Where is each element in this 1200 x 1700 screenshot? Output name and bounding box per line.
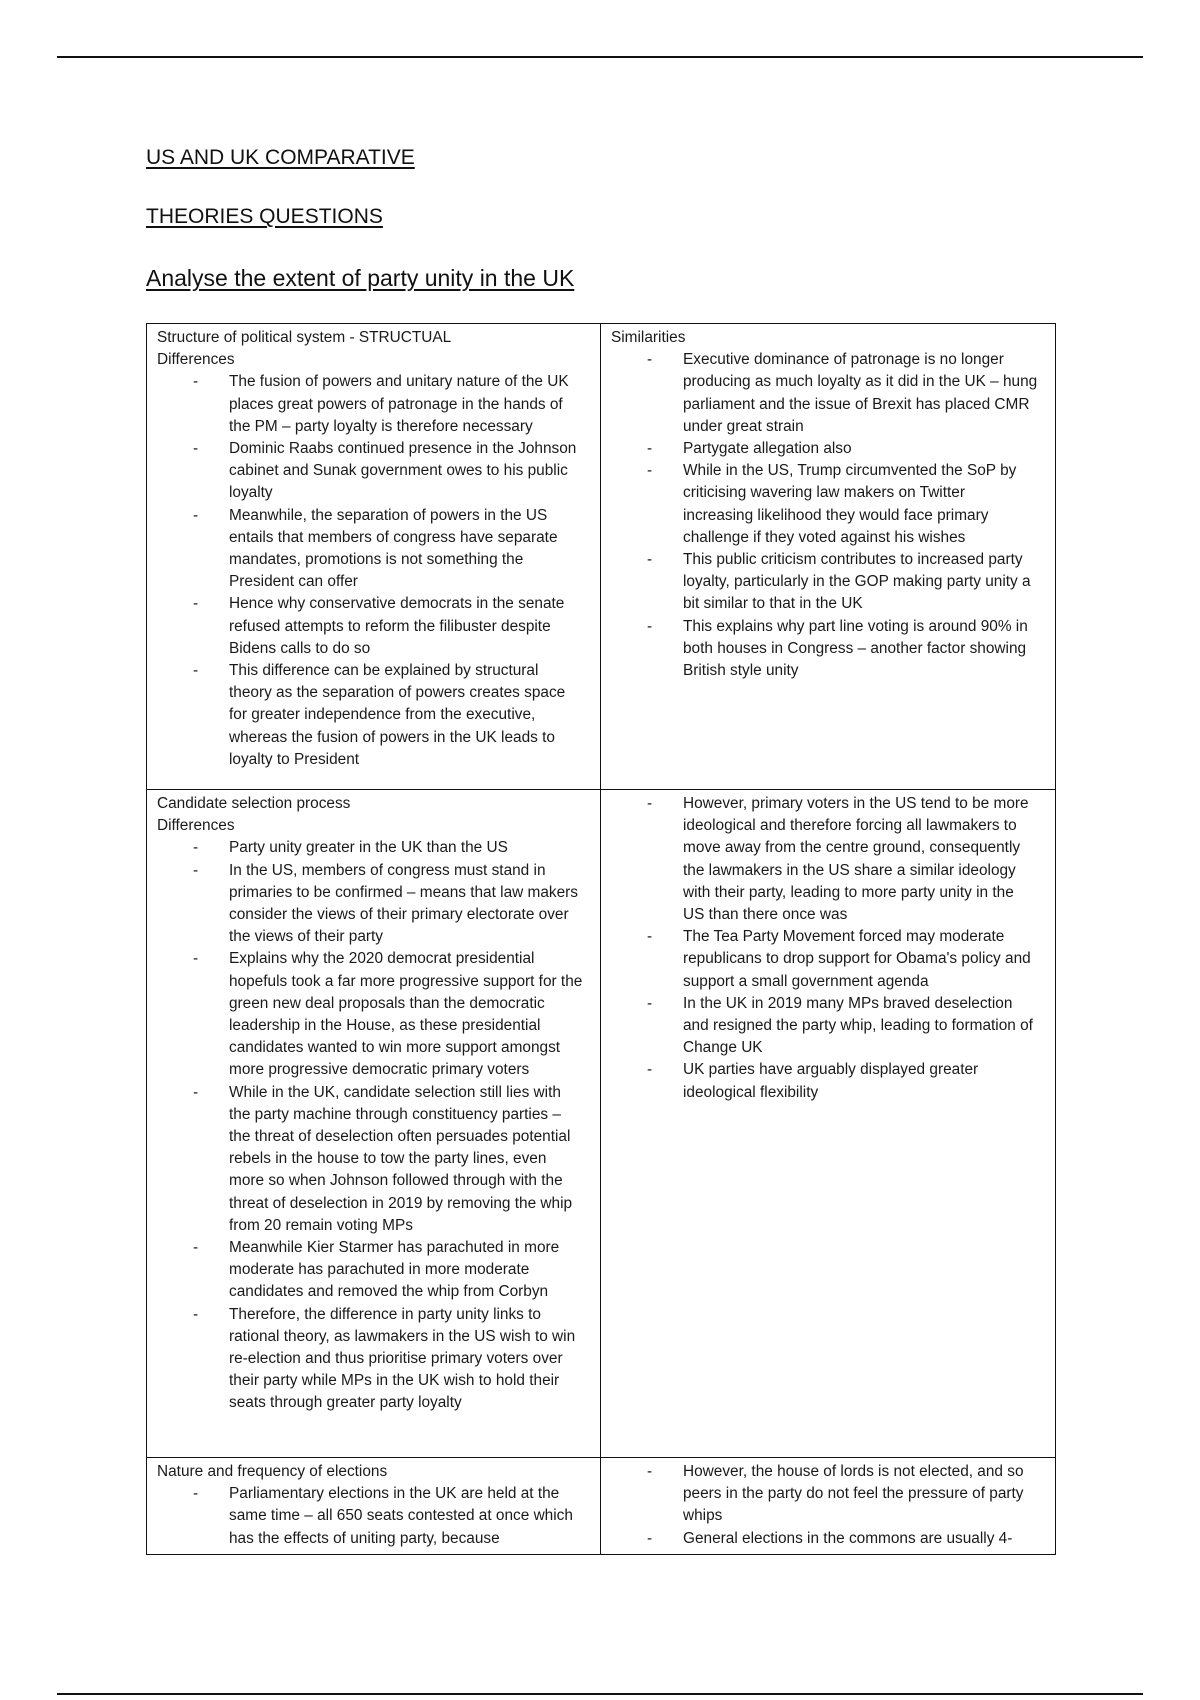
list-item: - Executive dominance of patronage is no longer producing as much loyalty as it did in the UK – hung parliament and the issue of Brexit has placed CMR under great strain xyxy=(683,349,1039,438)
bullet-list xyxy=(611,793,1047,1104)
list-item: - While in the UK, candidate selection still lies with the party machine through constituency parties – the threat of deselection often persuades potential rebels in the house to tow the party lines, even more so when Johnson followed through with the threat of deselection in 2019 by removing the whip from 20 remain voting MPs xyxy=(229,1082,584,1237)
document-title: US AND UK COMPARATIVE xyxy=(146,146,415,169)
list-item: - Parliamentary elections in the UK are held at the same time – all 650 seats contested at once which has the effects of uniting party, because xyxy=(229,1483,584,1550)
header-rule xyxy=(57,56,1143,58)
list-item: - UK parties have arguably displayed greater ideological flexibility xyxy=(683,1059,1039,1103)
list-item: - The fusion of powers and unitary nature of the UK places great powers of patronage in the hands of the PM – party loyalty is therefore necessary xyxy=(229,371,584,438)
document-subtitle: THEORIES QUESTIONS xyxy=(146,205,383,228)
table-row xyxy=(147,324,1056,790)
table-cell-similarities xyxy=(601,1458,1056,1555)
table-cell-similarities xyxy=(601,324,1056,790)
list-item: - Meanwhile Kier Starmer has parachuted in more moderate has parachuted in more moderate candidates and removed the whip from Corbyn xyxy=(229,1237,584,1304)
essay-question: Analyse the extent of party unity in the UK xyxy=(146,265,575,291)
bullet-list xyxy=(157,1483,592,1550)
list-item: - Party unity greater in the UK than the US xyxy=(229,837,584,859)
list-item: - While in the US, Trump circumvented the SoP by criticising wavering law makers on Twitter increasing likelihood they would face primary challenge if they voted against his wishes xyxy=(683,460,1039,549)
table-cell-differences xyxy=(147,1458,601,1555)
table-cell-differences xyxy=(147,324,601,790)
list-item: - This explains why part line voting is around 90% in both houses in Congress – another factor showing British style unity xyxy=(683,616,1039,683)
table-row xyxy=(147,1458,1056,1555)
cell-heading: Structure of political system - STRUCTUAL xyxy=(157,329,452,346)
list-item: - Dominic Raabs continued presence in the Johnson cabinet and Sunak government owes to his public loyalty xyxy=(229,438,584,505)
comparison-table xyxy=(146,323,1056,1555)
bullet-list xyxy=(611,1461,1047,1550)
list-item: - However, primary voters in the US tend to be more ideological and therefore forcing all lawmakers to move away from the centre ground, consequently the lawmakers in the US share a similar ideology with their party, leading to more party unity in the US than there once was xyxy=(683,793,1039,926)
list-item: - In the US, members of congress must stand in primaries to be confirmed – means that law makers consider the views of their primary electorate over the views of their party xyxy=(229,860,584,949)
bullet-list xyxy=(611,349,1047,682)
list-item: - Therefore, the difference in party unity links to rational theory, as lawmakers in the US wish to win re-election and thus prioritise primary voters over their party while MPs in the UK wish to hold their seats through greater party loyalty xyxy=(229,1304,584,1415)
cell-heading: Candidate selection process xyxy=(157,795,351,812)
list-item: - Hence why conservative democrats in the senate refused attempts to reform the filibuster despite Bidens calls to do so xyxy=(229,593,584,660)
cell-heading: Similarities xyxy=(611,329,686,346)
list-item: - This difference can be explained by structural theory as the separation of powers creates space for greater independence from the executive, whereas the fusion of powers in the UK leads to loyalty to President xyxy=(229,660,584,771)
list-item: - In the UK in 2019 many MPs braved deselection and resigned the party whip, leading to formation of Change UK xyxy=(683,993,1039,1060)
list-item: - General elections in the commons are usually 4- xyxy=(683,1528,1039,1550)
list-item: - The Tea Party Movement forced may moderate republicans to drop support for Obama's policy and support a small government agenda xyxy=(683,926,1039,993)
table-cell-similarities xyxy=(601,790,1056,1458)
cell-subheading: Differences xyxy=(157,351,235,369)
cell-subheading: Differences xyxy=(157,817,235,835)
table-cell-differences xyxy=(147,790,601,1458)
bullet-list xyxy=(157,371,592,771)
table-row xyxy=(147,790,1056,1458)
list-item: - Partygate allegation also xyxy=(683,438,1039,460)
list-item: - However, the house of lords is not elected, and so peers in the party do not feel the pressure of party whips xyxy=(683,1461,1039,1528)
list-item: - Meanwhile, the separation of powers in the US entails that members of congress have separate mandates, promotions is not something the President can offer xyxy=(229,505,584,594)
cell-heading: Nature and frequency of elections xyxy=(157,1463,388,1480)
footer-rule xyxy=(57,1693,1143,1695)
list-item: - This public criticism contributes to increased party loyalty, particularly in the GOP making party unity a bit similar to that in the UK xyxy=(683,549,1039,616)
list-item: - Explains why the 2020 democrat presidential hopefuls took a far more progressive support for the green new deal proposals than the democratic leadership in the House, as these presidential candidates wanted to win more support amongst more progressive democratic primary voters xyxy=(229,948,584,1081)
bullet-list xyxy=(157,837,592,1414)
